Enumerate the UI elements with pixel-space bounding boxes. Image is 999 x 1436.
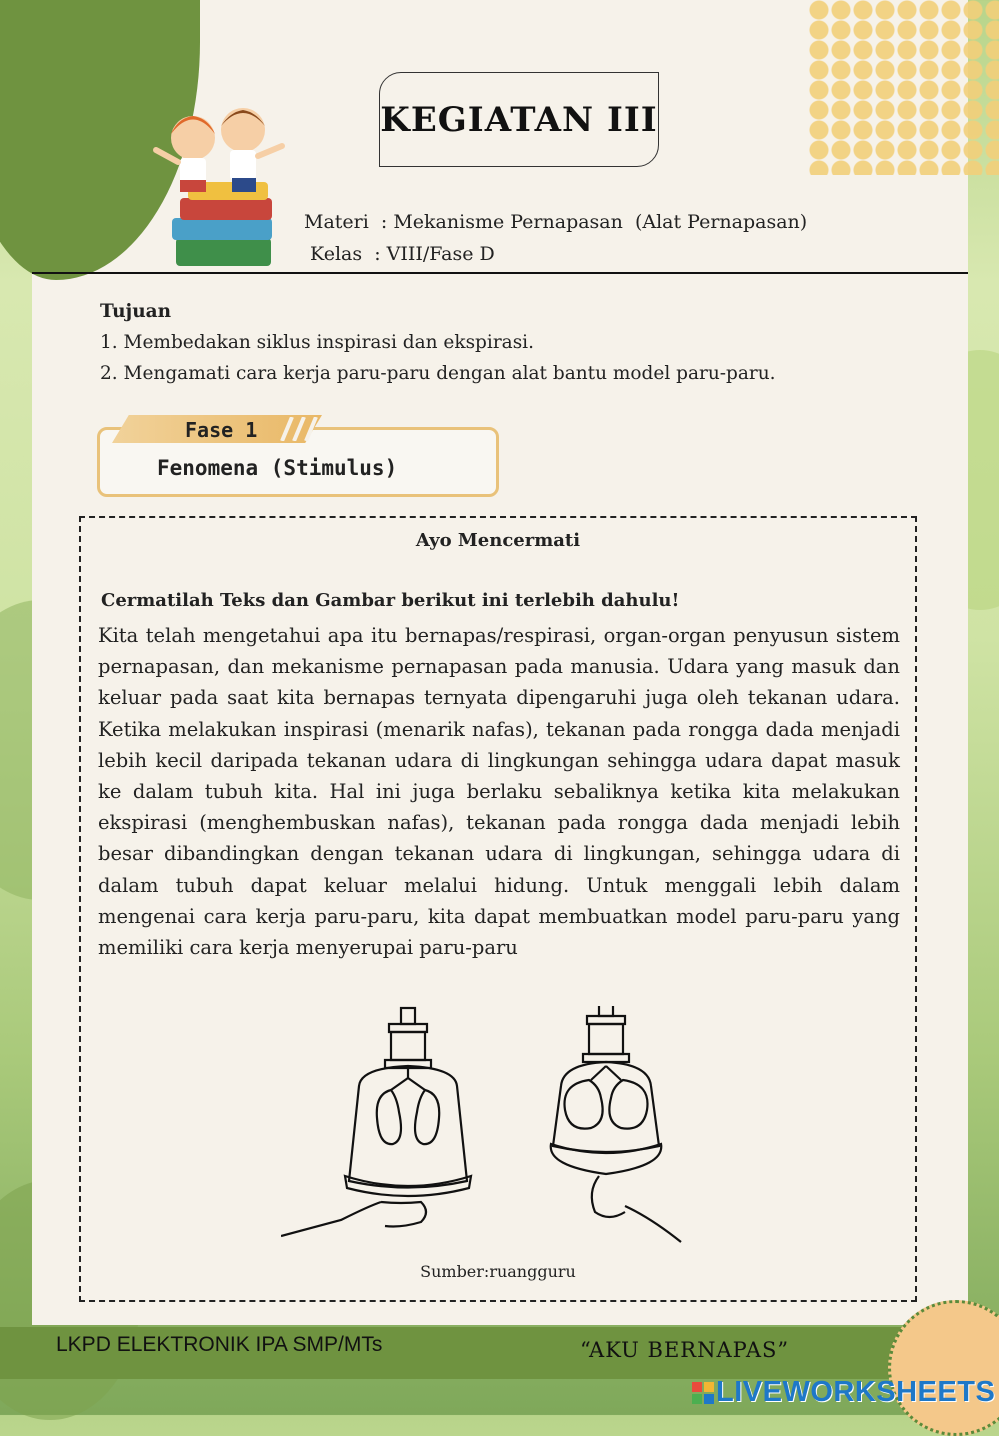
reading-heading: Ayo Mencermati — [415, 530, 581, 551]
liveworksheets-logo-icon — [692, 1382, 714, 1404]
lung-model-illustration — [281, 1006, 711, 1251]
activity-title: KEGIATAN III — [380, 99, 658, 140]
decorative-honeycomb — [809, 0, 999, 175]
kids-on-books-illustration — [148, 100, 288, 275]
reading-box — [79, 516, 917, 1302]
footer-right-text: “AKU BERNAPAS” — [580, 1338, 790, 1362]
phase-tag-stripes — [268, 417, 322, 441]
lung-model-left — [281, 1008, 471, 1236]
objectives-section — [100, 296, 776, 389]
phase-label: Fase 1 — [185, 418, 258, 442]
liveworksheets-text: LIVEWORKSHEETS — [716, 1376, 996, 1408]
activity-title-box — [379, 72, 659, 167]
reading-paragraph: Kita telah mengetahui apa itu bernapas/respirasi, organ-organ penyusun sistem pernapasan, dan mekanisme pernapasan pada manusia. Udara yang masuk dan keluar pada saat kita bernapas ternyata dipengaruhi juga oleh tekanan udara. Ketika melakukan inspirasi (menarik nafas), tekanan pada rongga dada menjadi lebih kecil daripada tekanan udara di lingkungan sehingga udara dapat masuk ke dalam tubuh kita. Hal ini juga berlaku sebaliknya ketika kita melakukan ekspirasi (menghembuskan nafas), tekanan pada rongga dada menjadi lebih besar dibandingkan dengan tekanan udara di lingkungan, sehingga udara di dalam tubuh dapat keluar melalui hidung. Untuk menggali lebih dalam mengenai cara kerja paru-paru, kita dapat membuatkan model paru-paru yang memiliki cara kerja menyerupai paru-paru — [98, 624, 900, 960]
liveworksheets-watermark[interactable] — [692, 1376, 995, 1409]
reading-instruction: Cermatilah Teks dan Gambar berikut ini terlebih dahulu! — [101, 590, 680, 611]
kelas-line: Kelas : VIII/Fase D — [304, 243, 495, 265]
lesson-meta — [304, 206, 807, 270]
header-divider — [32, 272, 968, 274]
materi-line: Materi : Mekanisme Pernapasan (Alat Pernapasan) — [304, 211, 808, 233]
lung-model-right — [551, 1006, 681, 1242]
phase-title: Fenomena (Stimulus) — [157, 456, 398, 480]
objective-item: 2. Mengamati cara kerja paru-paru dengan alat bantu model paru-paru. — [100, 363, 776, 384]
objectives-heading: Tujuan — [100, 301, 172, 322]
objective-item: 1. Membedakan siklus inspirasi dan ekspirasi. — [100, 332, 534, 353]
image-source: Sumber:ruangguru — [420, 1262, 576, 1281]
footer-left-text: LKPD ELEKTRONIK IPA SMP/MTs — [56, 1333, 383, 1356]
